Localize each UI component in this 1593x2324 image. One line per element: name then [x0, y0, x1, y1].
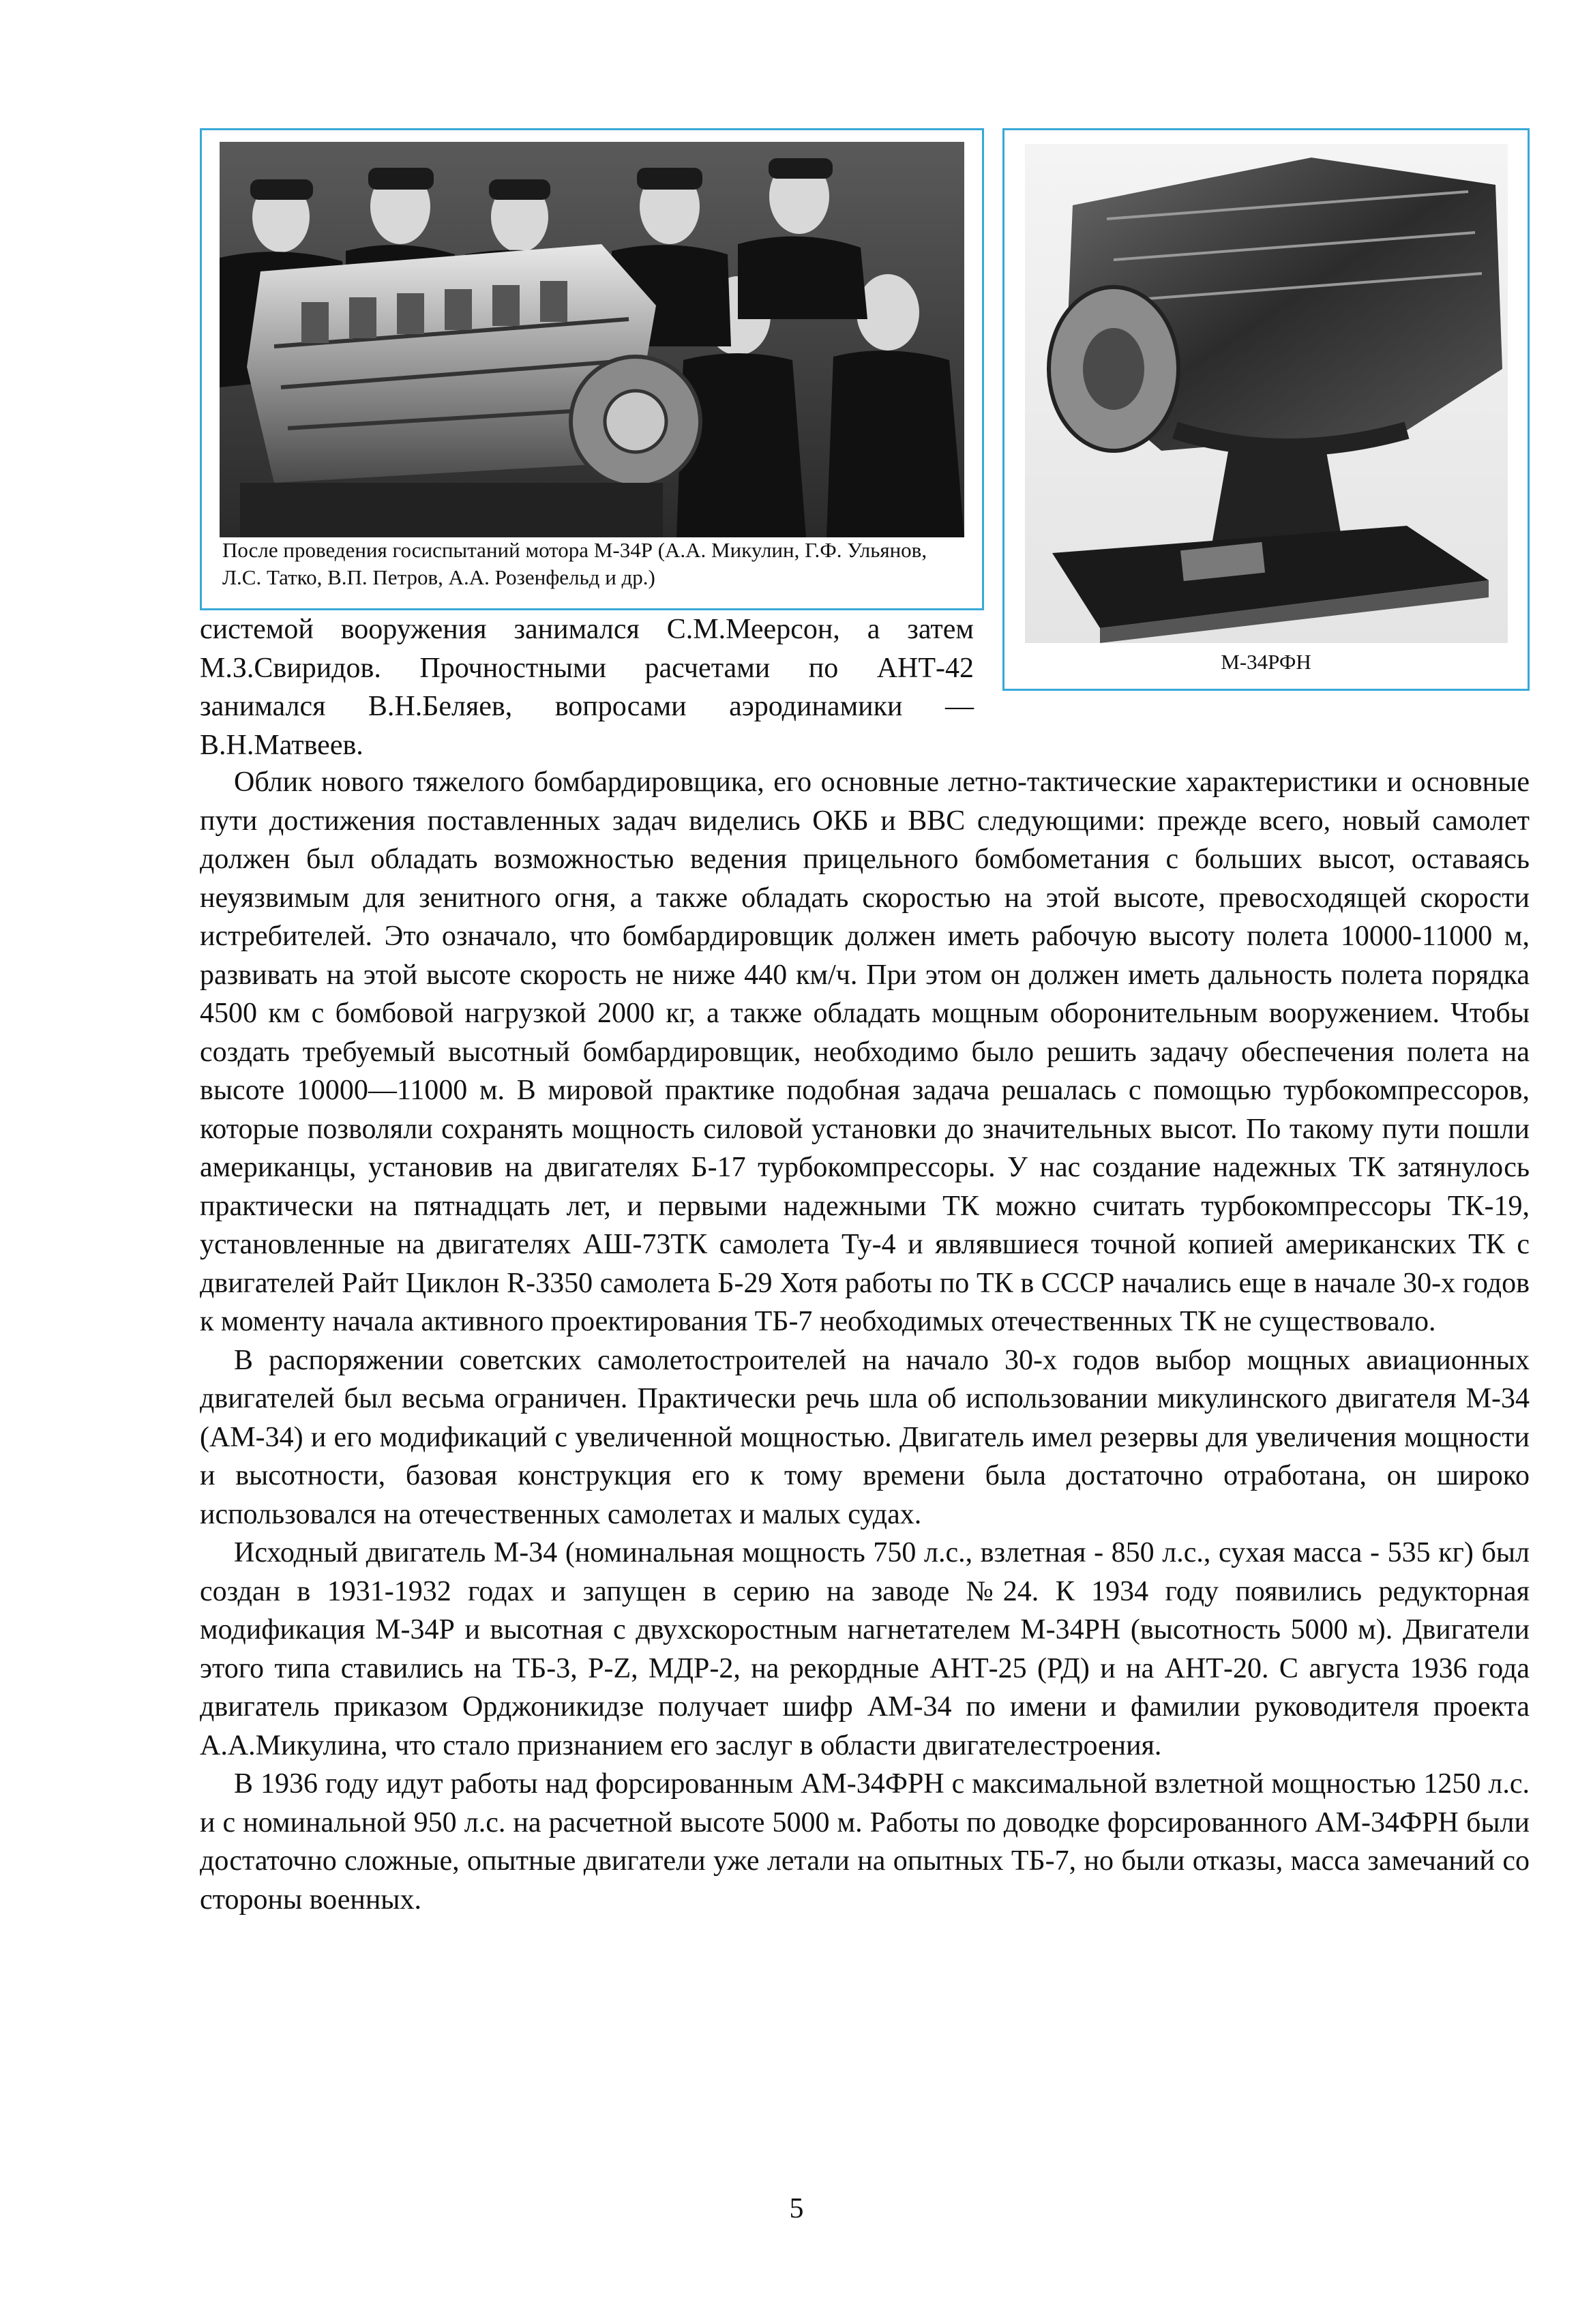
main-text — [200, 763, 1530, 1919]
group-photo-image — [220, 142, 964, 537]
paragraph: системой вооружения занимался С.М.Меерсон, а затем М.З.Свиридов. Прочностными расчетами по АНТ-42 занимался В.Н.Беляев, вопросами аэродинамики — В.Н.Матвеев. — [200, 614, 974, 761]
page-number: 5 — [789, 2193, 804, 2224]
group-photo-caption: После проведения госиспытаний мотора М-34Р (А.А. Микулин, Г.Ф. Ульянов, Л.С. Татко, В.П. Петров, А.А. Розенфельд и др.) — [222, 538, 927, 589]
engine-photo-caption: М-34РФН — [1221, 650, 1311, 674]
paragraph: В 1936 году идут работы над форсированным АМ-34ФРН с максимальной взлетной мощностью 1250 л.с. и с номинальной 950 л.с. на расчетной высоте 5000 м. Работы по доводке форсированного АМ-34ФРН были достаточно сложные, опытные двигатели уже летали на опытных ТБ-7, но были отказы, масса замечаний со стороны военных. — [200, 1768, 1530, 1916]
engine-photo-image — [1025, 144, 1508, 643]
paragraph: В распоряжении советских самолетостроителей на начало 30-х годов выбор мощных авиационных двигателей был весьма ограничен. Практически речь шла об использовании микулинского двигателя М-34 (АМ-34) и его модификаций с увеличенной мощностью. Двигатель имел резервы для увеличения мощности и высотности, базовая конструкция его к тому времени была достаточно отработана, он широко использовался на отечественных самолетах и малых судах. — [200, 1344, 1530, 1530]
paragraph: Исходный двигатель М-34 (номинальная мощность 750 л.с., взлетная - 850 л.с., сухая масса - 535 кг) был создан в 1931-1932 годах и запущен в серию на заводе №24. К 1934 году появились редукторная модификация М-34Р и высотная с двухскоростным нагнетателем М-34РН (высотность 5000 м). Двигатели этого типа ставились на ТБ-3, P-Z, МДР-2, на рекордные АНТ-25 (РД) и на АНТ-20. С августа 1936 года двигатель приказом Орджоникидзе получает шифр АМ-34 по имени и фамилии руководителя проекта А.А.Микулина, что стало признанием его заслуг в области двигателестроения. — [200, 1537, 1530, 1761]
figure-group-photo — [200, 128, 984, 610]
figure-engine-photo — [1002, 128, 1530, 691]
paragraph: Облик нового тяжелого бомбардировщика, его основные летно-тактические характеристики и основные пути достижения поставленных задач виделись ОКБ и ВВС следующими: прежде всего, новый самолет должен был обладать возможностью ведения прицельного бомбометания с больших высот, оставаясь неуязвимым для зенитного огня, а также обладать скоростью на этой высоте, превосходящей скорости истребителей. Это означало, что бомбардировщик должен иметь рабочую высоту полета 10000-11000 м, развивать на этой высоте скорость не ниже 440 км/ч. При этом он должен иметь дальность полета порядка 4500 км с бомбовой нагрузкой 2000 кг, а также обладать мощным оборонительным вооружением. Чтобы создать требуемый высотный бомбардировщик, необходимо было решить задачу обеспечения полета на высоте 10000—11000 м. В мировой практике подобная задача решалась с помощью турбокомпрессоров, которые позволяли сохранять мощность силовой установки до значительных высот. По такому пути пошли американцы, установив на двигателях Б-17 турбокомпрессоры. У нас создание надежных ТК затянулось практически на пятнадцать лет, и первыми надежными ТК можно считать турбокомпрессоры ТК-19, установленные на двигателях АШ-73ТК самолета Ту-4 и являвшиеся точной копией американских ТК с двигателей Райт Циклон R-3350 самолета Б-29 Хотя работы по ТК в СССР начались еще в начале 30-х годов к моменту начала активного проектирования ТБ-7 необходимых отечественных ТК не существовало. — [200, 766, 1530, 1337]
left-column-text — [200, 610, 974, 764]
